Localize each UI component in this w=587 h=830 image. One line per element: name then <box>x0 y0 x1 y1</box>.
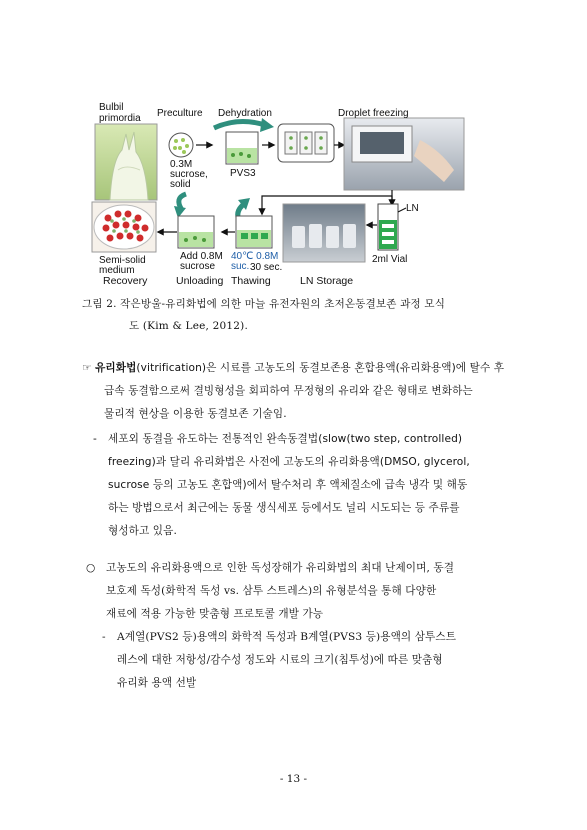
para2-line1: 세포외 동결을 유도하는 전통적인 완속동결법(slow(two step, controlled) <box>108 433 463 445</box>
para1-line1: (vitrification)은 시료를 고농도의 동결보존용 혼합용액(유리화용액)에 탈수 후 <box>136 362 505 374</box>
para4-line1: A계열(PVS2 등)용액의 화학적 독성과 B계열(PVS3 등)용액의 삼투스트 <box>117 631 457 643</box>
recovery-photo <box>92 202 156 252</box>
label-thaw-temp: 40℃ 0.8M suc. <box>231 251 279 272</box>
figure-caption-line1: 그림 2. 작은방울-유리화법에 의한 마늘 유전자원의 초저온동결보존 과정 모식 <box>82 298 446 310</box>
dash-bullet-2: - <box>102 631 106 643</box>
label-sucrose: 0.3M sucrose, solid <box>170 159 208 190</box>
label-thawing: Thawing <box>231 275 271 287</box>
para3-line2: 보호제 독성(화학적 독성 vs. 삼투 스트레스)의 유형분석을 통해 다양한 <box>106 585 437 597</box>
label-bulbil: Bulbil primordia <box>99 102 141 124</box>
bulbil-photo <box>95 124 157 200</box>
para2-line4: 하는 방법으로서 최근에는 동물 생식세포 등에서도 널리 시도되는 등 주류를 <box>108 502 460 514</box>
unloading-beaker-icon <box>174 194 214 248</box>
para3-line3: 재료에 적용 가능한 맞춤형 프로토콜 개발 가능 <box>106 608 324 620</box>
pvs3-beaker-icon <box>214 118 274 164</box>
vial-icon <box>378 204 406 250</box>
label-preculture: Preculture <box>157 108 203 119</box>
label-semi-solid: Semi-solid medium <box>99 255 146 276</box>
dash-bullet: - <box>93 433 97 445</box>
para4-line3: 유리화 용액 선발 <box>117 677 197 689</box>
droplet-freezing-photo <box>344 118 464 190</box>
pointing-hand-icon: ☞ <box>82 362 92 374</box>
label-unloading: Unloading <box>176 275 224 287</box>
term-vitrification: 유리화법 <box>95 362 137 374</box>
label-thaw-time: 30 sec. <box>250 262 283 273</box>
paragraph-vitrification <box>82 358 504 379</box>
label-ln: LN <box>406 203 419 214</box>
diagram-graphics <box>0 0 587 300</box>
droplet-foil-icon <box>278 124 334 162</box>
para2-line2: freezing)과 달리 유리화법은 사전에 고농도의 유리화용액(DMSO, glycerol, <box>108 456 470 468</box>
para1-line3: 물리적 현상을 이용한 동결보존 기술임. <box>104 408 287 420</box>
cryopreservation-diagram <box>0 0 587 300</box>
thawing-beaker-icon <box>236 198 272 248</box>
label-recovery: Recovery <box>103 275 148 287</box>
figure-caption-line2: 도 (Kim & Lee, 2012). <box>129 320 248 332</box>
label-pvs3: PVS3 <box>230 168 256 179</box>
ln-storage-photo <box>283 204 365 262</box>
label-vial: 2ml Vial <box>372 254 408 265</box>
label-droplet-freezing: Droplet freezing <box>338 108 409 119</box>
label-add-sucrose: Add 0.8M sucrose <box>180 251 223 272</box>
para4-line2: 레스에 대한 저항성/감수성 정도와 시료의 크기(침투성)에 따른 맞춤형 <box>117 654 443 666</box>
petri-dish-icon <box>169 133 193 157</box>
para2-line3: sucrose 등의 고농도 혼합액)에서 탈수처리 후 액체질소에 급속 냉각 및 해동 <box>108 479 468 491</box>
label-dehydration: Dehydration <box>218 108 272 119</box>
para2-line5: 형성하고 있음. <box>108 525 177 537</box>
label-ln-storage: LN Storage <box>300 275 354 287</box>
para1-line2: 급속 동결함으로써 결빙형성을 회피하여 무정형의 유리와 같은 형태로 변화하는 <box>104 385 473 397</box>
circle-bullet: ○ <box>86 562 96 574</box>
page-number: - 13 - <box>279 773 308 785</box>
para3-line1: 고농도의 유리화용액으로 인한 독성장해가 유리화법의 최대 난제이며, 동결 <box>106 562 455 574</box>
